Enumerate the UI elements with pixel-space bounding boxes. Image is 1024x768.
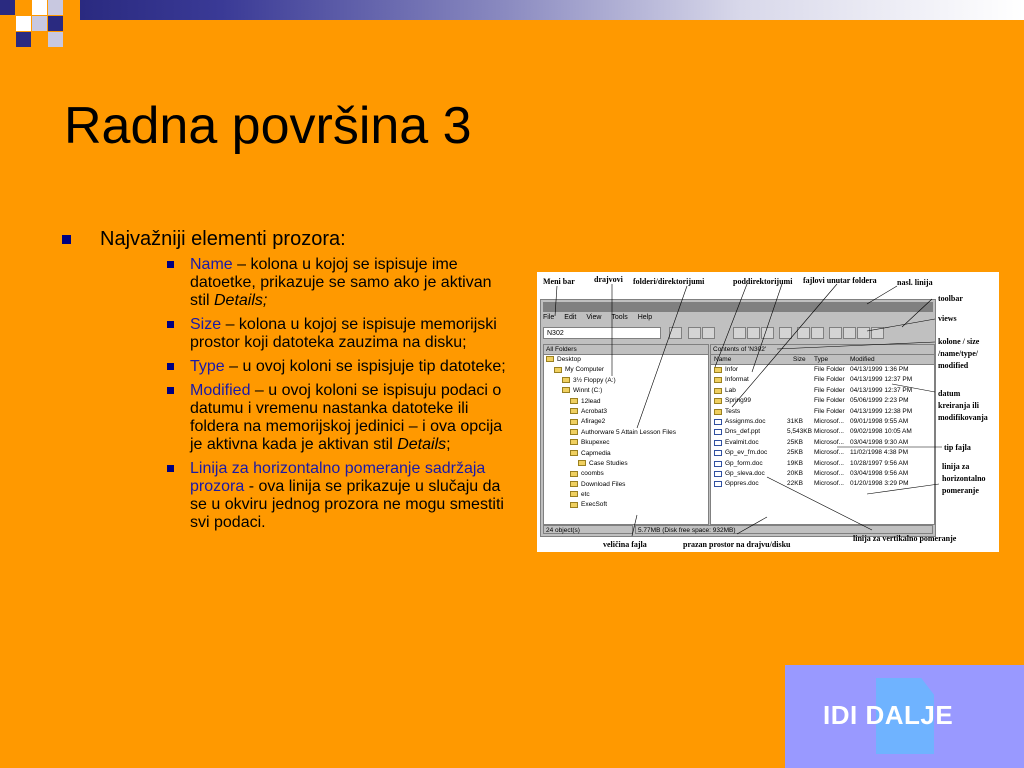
tree-item-label: Authorware 5 Attain Lesson Files	[581, 428, 677, 436]
deco-square	[48, 0, 63, 15]
deco-square	[32, 0, 47, 15]
ann-drajvovi: drajvovi	[594, 275, 623, 284]
description: - ova linija se prikazuje u slučaju da se u okviru jednog prozora ne mogu smestiti svi podaci.	[190, 478, 504, 531]
file-size: 31KB	[787, 417, 803, 425]
ann-velicina: veličina fajla	[603, 540, 647, 549]
description-tail: ;	[446, 436, 451, 453]
column-type: Type	[814, 356, 829, 363]
status-object-count: 24 object(s)	[543, 525, 633, 534]
column-name: Name	[714, 356, 732, 363]
ann-kolone-1: kolone / size	[938, 337, 980, 346]
description: – u ovoj koloni se ispisuju podaci o datumu i vremenu nastanka datoteke ili foldera na memorijskoj jedinici – i ova opcija je aktivna kada je aktivan stil	[190, 382, 503, 453]
file-name: Gp_ev_fm.doc	[725, 449, 768, 457]
ann-datum-2: kreiranja ili	[938, 401, 979, 410]
tree-item-label: Afirage2	[581, 418, 606, 426]
description: – u ovoj koloni se ispisjuje tip datoteke;	[224, 358, 506, 375]
ann-tip-fajla: tip fajla	[944, 443, 971, 452]
file-name: Tests	[725, 407, 741, 415]
ann-kolone-3: modified	[938, 361, 969, 370]
file-modified: 10/28/1997 9:56 AM	[850, 459, 909, 467]
file-name: Assignms.doc	[725, 417, 766, 425]
list-item	[62, 382, 512, 454]
file-modified: 11/02/1998 4:38 PM	[850, 449, 909, 457]
bullet-square-icon	[62, 235, 71, 244]
slide-content	[62, 226, 512, 538]
main-bullet-text: Najvažniji elementi prozora:	[100, 228, 346, 250]
tree-item-label: Bkupexec	[581, 439, 610, 447]
file-size: 22KB	[787, 480, 803, 488]
term: Type	[190, 358, 225, 375]
deco-square	[16, 16, 31, 31]
tree-item-label: ExecSoft	[581, 501, 608, 509]
bullet-square-icon	[167, 363, 174, 370]
top-decoration	[0, 0, 1024, 48]
ann-linija-h-2: horizontalno	[942, 474, 986, 483]
tree-item-label: Acrobat3	[581, 407, 608, 415]
tree-item-label: coombs	[581, 470, 604, 478]
file-modified: 01/20/1998 3:29 PM	[850, 480, 909, 488]
list-item	[62, 256, 512, 310]
ann-linija-h-3: pomeranje	[942, 486, 979, 495]
tree-item-label: Download Files	[581, 480, 626, 488]
ann-views: views	[938, 314, 957, 323]
ann-poddirektorijumi: poddirektorijumi	[733, 277, 793, 286]
ann-fajlovi: fajlovi unutar foldera	[803, 276, 877, 285]
next-button[interactable]: IDI DALJE	[823, 700, 954, 730]
file-size: 25KB	[787, 438, 803, 446]
column-size: Size	[793, 356, 806, 363]
menu-edit: Edit	[564, 314, 577, 321]
term: Modified	[190, 382, 251, 399]
emphasis: Details;	[214, 292, 268, 309]
file-type: File Folder	[814, 407, 845, 415]
deco-square	[0, 0, 15, 15]
file-type: Microsof...	[814, 449, 844, 457]
file-modified: 05/06/1999 2:23 PM	[850, 397, 909, 405]
all-folders-header: All Folders	[544, 345, 708, 355]
file-modified: 04/13/1999 1:36 PM	[850, 366, 909, 373]
file-type: Microsof...	[814, 428, 844, 436]
tree-item-label: Desktop	[557, 356, 581, 363]
bullet-square-icon	[167, 387, 174, 394]
file-size: 5,543KB	[787, 428, 812, 436]
file-name: Evalmit.doc	[725, 438, 759, 446]
file-modified: 03/04/1998 9:56 AM	[850, 469, 909, 477]
ann-folderi: folderi/direktorijumi	[633, 277, 705, 286]
file-type: File Folder	[814, 386, 845, 394]
bullet-square-icon	[167, 465, 174, 472]
sub-bullet-list	[62, 256, 512, 532]
ann-datum-3: modifikovanja	[938, 413, 988, 422]
file-modified: 03/04/1998 9:30 AM	[850, 438, 909, 446]
menu-view: View	[586, 314, 602, 321]
file-name: Lab	[725, 386, 736, 394]
file-name: Gppres.doc	[725, 480, 759, 488]
file-modified: 04/13/1999 12:38 PM	[850, 407, 913, 415]
file-modified: 09/02/1998 10:05 AM	[850, 428, 912, 436]
file-name: Dns_def.ppt	[725, 428, 761, 436]
menu-tools: Tools	[611, 314, 628, 321]
ann-datum-1: datum	[938, 389, 961, 398]
file-modified: 04/13/1999 12:37 PM	[850, 376, 913, 384]
list-item	[62, 460, 512, 532]
file-type: File Folder	[814, 397, 845, 405]
file-name: Infor	[725, 366, 739, 373]
list-item	[62, 358, 512, 376]
file-name: Gp_sleva.doc	[725, 469, 765, 477]
ann-linija-v: linija za vertikalno pomeranje	[853, 534, 957, 543]
drive-dropdown: N302	[543, 327, 661, 339]
deco-square	[48, 16, 63, 31]
ann-toolbar: toolbar	[938, 294, 963, 303]
ann-prazan: prazan prostor na drajvu/disku	[683, 540, 791, 549]
deco-square	[48, 32, 63, 47]
term: Name	[190, 256, 233, 273]
tree-item-label: Winnt (C:)	[573, 387, 603, 395]
ann-kolone-2: /name/type/	[938, 349, 978, 358]
deco-square	[32, 16, 47, 31]
deco-square	[16, 32, 31, 47]
ann-linija-h-1: linija za	[942, 462, 970, 471]
bullet-square-icon	[167, 261, 174, 268]
top-gradient-bar	[80, 0, 1024, 20]
file-size: 19KB	[787, 459, 803, 467]
file-type: Microsof...	[814, 480, 844, 488]
tree-item-label: etc	[581, 491, 590, 499]
file-type: Microsof...	[814, 469, 844, 477]
description: – kolona u kojoj se ispisuje ime datoetke, prikazuje se samo ako je aktivan stil	[190, 256, 492, 309]
term: Linija za horizontalno pomeranje sadržaja prozora	[190, 460, 486, 495]
file-name: Spring99	[725, 397, 752, 405]
file-name: Informat	[725, 376, 749, 384]
bullet-square-icon	[167, 321, 174, 328]
file-type: Microsof...	[814, 459, 844, 467]
emphasis: Details	[397, 436, 447, 453]
slide-title: Radna površina 3	[64, 97, 472, 155]
file-type: Microsof...	[814, 417, 844, 425]
main-bullet	[62, 226, 512, 252]
contents-header: Contents of 'N302'	[711, 345, 934, 355]
tree-item-label: 3½ Floppy (A:)	[573, 376, 616, 384]
ann-meni-bar: Meni bar	[543, 277, 575, 286]
menu-file: File	[543, 314, 555, 321]
column-modified: Modified	[850, 356, 875, 363]
ann-nasl-linija: nasl. linija	[897, 278, 933, 287]
file-size: 20KB	[787, 469, 803, 477]
description: – kolona u kojoj se ispisuje memorijski prostor koji datoteka zauzima na disku;	[190, 316, 497, 351]
file-size: 25KB	[787, 449, 803, 457]
tree-item-label: Capmedia	[581, 449, 611, 457]
tree-item-label: Case Studies	[589, 459, 628, 467]
file-name: Gp_form.doc	[725, 459, 763, 467]
menu-help: Help	[637, 314, 653, 321]
file-modified: 04/13/1999 12:37 PM	[850, 386, 913, 394]
file-type: File Folder	[814, 366, 845, 373]
explorer-screenshot-figure	[537, 272, 999, 552]
term: Size	[190, 316, 222, 333]
file-type: File Folder	[814, 376, 845, 384]
annotation-lines	[537, 272, 999, 552]
file-modified: 09/01/1998 9:55 AM	[850, 417, 909, 425]
tree-item-label: 12lead	[581, 397, 601, 405]
file-type: Microsof...	[814, 438, 844, 446]
tree-item-label: My Computer	[565, 366, 605, 374]
list-item	[62, 316, 512, 352]
status-disk-space: 5.77MB (Disk free space: 932MB)	[635, 525, 933, 534]
